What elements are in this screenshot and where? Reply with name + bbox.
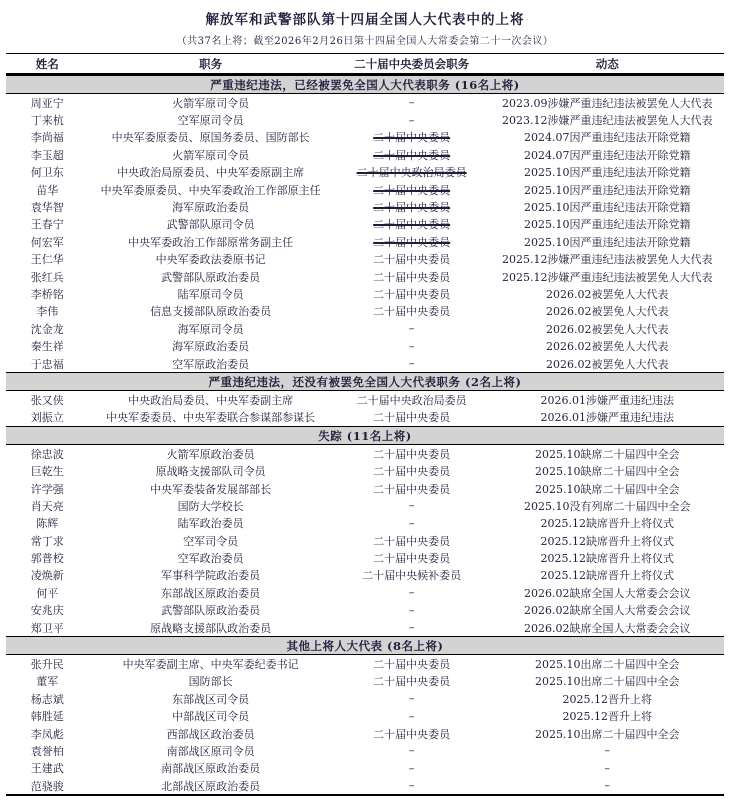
name-cell: 许学强 [30, 482, 64, 496]
position-cell: 空军原司令员 [177, 114, 244, 128]
table-row [6, 690, 724, 707]
section-header: 其他上将人大代表 (8名上将) [6, 636, 724, 655]
committee-cell [333, 286, 491, 302]
status-cell: 2025.10没有列席二十届四中全会 [524, 499, 691, 513]
committee-cell [333, 656, 491, 672]
committee-text: – [408, 621, 415, 635]
position-cell: 原战略支援部队政治委员 [150, 621, 272, 635]
position-cell: 中央军委装备发展部部长 [150, 482, 272, 496]
committee-text: 二十届中央委员 [373, 411, 451, 425]
committee-text: 二十届中央候补委员 [362, 569, 462, 583]
committee-text: – [408, 603, 415, 617]
section-header: 失踪 (11名上将) [6, 426, 724, 445]
committee-cell [333, 409, 491, 425]
table-row [6, 725, 724, 742]
table-row [6, 337, 724, 354]
position-cell: 信息支援部队原政治委员 [150, 305, 272, 319]
table-row [6, 445, 724, 462]
committee-text: 二十届中央政治局委员 [356, 166, 467, 180]
status-cell: 2026.01涉嫌严重违纪违法 [540, 393, 675, 407]
committee-text: – [408, 113, 415, 127]
committee-text: 二十届中央委员 [373, 253, 451, 267]
status-cell: 2023.09涉嫌严重违纪违法被罢免人大代表 [502, 96, 713, 110]
status-cell: 2025.10缺席二十届四中全会 [535, 447, 680, 461]
position-cell: 空军政治委员 [177, 552, 244, 566]
status-cell: 2025.10出席二十届四中全会 [535, 675, 680, 689]
status-cell: 2025.12晋升上将 [562, 692, 653, 706]
name-cell: 何平 [36, 586, 59, 600]
committee-text: 二十届中央委员 [373, 534, 451, 548]
name-cell: 李桥铭 [30, 287, 64, 301]
position-cell: 空军司令员 [183, 534, 239, 548]
name-cell: 李尚福 [30, 131, 64, 145]
position-cell: 火箭军原政治委员 [166, 447, 255, 461]
table-row [6, 409, 724, 426]
page-title: 解放军和武警部队第十四届全国人大代表中的上将 [205, 12, 525, 28]
status-cell: 2025.12涉嫌严重违纪违法被罢免人大代表 [502, 253, 713, 267]
committee-cell [333, 322, 491, 335]
column-header-name: 姓名 [35, 56, 59, 71]
status-cell: 2025.10因严重违纪违法开除党籍 [524, 218, 691, 232]
committee-cell [333, 269, 491, 285]
position-cell: 中部战区司令员 [172, 710, 250, 724]
committee-cell [333, 164, 491, 180]
position-cell: 东部战区原政治委员 [161, 586, 261, 600]
committee-cell [333, 199, 491, 215]
table-row [6, 94, 724, 111]
committee-text: 二十届中央委员 [373, 305, 451, 319]
committee-text: 二十届中央委员 [373, 270, 451, 284]
committee-cell [333, 463, 491, 479]
status-cell: 2026.01涉嫌严重违纪违法 [540, 411, 675, 425]
status-cell: 2025.12晋升上将 [562, 710, 653, 724]
name-cell: 安兆庆 [30, 604, 64, 618]
name-cell: 肖天亮 [30, 499, 64, 513]
name-cell: 王春宁 [30, 218, 64, 232]
page-subtitle: （共37名上将；截至2026年2月26日第十四届全国人大常委会第二十一次会议） [176, 36, 554, 47]
committee-text: – [408, 339, 415, 353]
status-cell: 2025.10因严重违纪违法开除党籍 [524, 166, 691, 180]
status-cell: 2025.12缺席晋升上将仪式 [540, 569, 675, 583]
committee-text: – [408, 357, 415, 371]
committee-cell [333, 340, 491, 353]
status-cell: 2025.10出席二十届四中全会 [535, 658, 680, 672]
status-cell: 2025.12涉嫌严重违纪违法被罢免人大代表 [502, 270, 713, 284]
name-cell: 秦生祥 [30, 340, 64, 354]
table-row [6, 129, 724, 146]
position-cell: 国防大学校长 [177, 499, 244, 513]
position-cell: 中央政治局委员、中央军委副主席 [128, 393, 294, 407]
committee-cell [333, 216, 491, 232]
committee-cell [333, 129, 491, 145]
position-cell: 北部战区原政治委员 [161, 779, 261, 793]
committee-cell [333, 234, 491, 250]
name-cell: 郑卫平 [30, 621, 64, 635]
position-cell: 南部战区原政治委员 [161, 762, 261, 776]
table-row [6, 462, 724, 479]
table-row [6, 355, 724, 372]
committee-cell [333, 147, 491, 163]
committee-cell [333, 692, 491, 705]
status-cell: 2026.02被罢免人大代表 [546, 357, 669, 371]
committee-text: – [408, 779, 415, 793]
committee-cell [333, 710, 491, 723]
position-cell: 军事科学院政治委员 [161, 569, 261, 583]
position-cell: 陆军政治委员 [177, 517, 244, 531]
status-cell: – [604, 779, 611, 793]
name-cell: 李玉超 [30, 148, 64, 162]
committee-cell [333, 779, 491, 792]
position-cell: 原战略支援部队司令员 [155, 465, 266, 479]
table-row [6, 777, 724, 794]
name-cell: 巨乾生 [30, 465, 64, 479]
committee-text: 二十届中央委员 [373, 675, 451, 689]
committee-text: – [408, 692, 415, 706]
committee-cell [333, 114, 491, 127]
table-row [6, 708, 724, 725]
position-cell: 火箭军原司令员 [172, 148, 250, 162]
committee-cell [333, 517, 491, 530]
committee-text: 二十届中央政治局委员 [356, 393, 467, 407]
committee-cell [333, 550, 491, 566]
name-cell: 苗华 [36, 183, 59, 197]
table-row [6, 251, 724, 268]
committee-text: – [408, 744, 415, 758]
table-row [6, 111, 724, 128]
table-row [6, 497, 724, 514]
committee-cell [333, 96, 491, 109]
position-cell: 中央军委原委员、原国务委员、国防部长 [111, 131, 310, 145]
name-cell: 袁誉柏 [30, 744, 64, 758]
table-row [6, 233, 724, 250]
table-row [6, 198, 724, 215]
name-cell: 陈辉 [36, 517, 59, 531]
committee-cell [333, 762, 491, 775]
position-cell: 西部战区政治委员 [166, 727, 255, 741]
committee-text: – [408, 96, 415, 110]
name-cell: 刘振立 [30, 411, 64, 425]
name-cell: 郭普校 [30, 552, 64, 566]
committee-text: 二十届中央委员 [373, 727, 451, 741]
name-cell: 常丁求 [30, 534, 64, 548]
name-cell: 杨志斌 [30, 692, 64, 706]
name-cell: 袁华智 [30, 201, 64, 215]
status-cell: 2025.10缺席二十届四中全会 [535, 482, 680, 496]
committee-text: – [408, 322, 415, 336]
name-cell: 徐忠波 [30, 447, 64, 461]
committee-text: – [408, 761, 415, 775]
committee-cell [333, 726, 491, 742]
committee-text: 二十届中央委员 [373, 658, 451, 672]
generals-table [6, 53, 724, 796]
position-cell: 中央政治局原委员、中央军委原副主席 [117, 166, 305, 180]
status-cell: 2025.12缺席晋升上将仪式 [540, 552, 675, 566]
status-cell: 2026.02被罢免人大代表 [546, 305, 669, 319]
status-cell: 2026.02被罢免人大代表 [546, 322, 669, 336]
name-cell: 张红兵 [30, 270, 64, 284]
committee-cell [333, 357, 491, 370]
committee-text: 二十届中央委员 [373, 552, 451, 566]
committee-text: – [408, 586, 415, 600]
position-cell: 中央军委政法委原书记 [155, 253, 266, 267]
name-cell: 王仁华 [30, 253, 64, 267]
committee-text: – [408, 516, 415, 530]
table-row [6, 584, 724, 601]
table-body [6, 75, 724, 794]
table-row [6, 655, 724, 672]
committee-cell [333, 499, 491, 512]
table-row [6, 285, 724, 302]
committee-cell [333, 303, 491, 319]
name-cell: 王建武 [30, 762, 64, 776]
status-cell: 2025.12缺席晋升上将仪式 [540, 517, 675, 531]
name-cell: 张升民 [30, 658, 64, 672]
table-row [6, 480, 724, 497]
position-cell: 武警部队原司令员 [166, 218, 255, 232]
table-row [6, 391, 724, 408]
committee-cell [333, 604, 491, 617]
status-cell: 2025.12缺席晋升上将仪式 [540, 534, 675, 548]
committee-cell [333, 567, 491, 583]
committee-text: 二十届中央委员 [373, 465, 451, 479]
name-cell: 何宏军 [30, 235, 64, 249]
name-cell: 于忠福 [30, 357, 64, 371]
column-header-committee: 二十届中央委员会职务 [354, 56, 470, 71]
name-cell: 沈金龙 [30, 322, 64, 336]
position-cell: 海军原政治委员 [172, 201, 250, 215]
status-cell: 2026.02缺席全国人大常委会会议 [524, 621, 691, 635]
status-cell: 2026.02缺席全国人大常委会会议 [524, 586, 691, 600]
position-cell: 中央军委原委员、中央军委政治工作部原主任 [100, 183, 321, 197]
name-cell: 丁来杭 [30, 114, 64, 128]
status-cell: 2024.07因严重违纪违法开除党籍 [524, 148, 691, 162]
position-cell: 中央军委委员、中央军委联合参谋部参谋长 [106, 411, 316, 425]
status-cell: – [604, 761, 611, 775]
position-cell: 中央军委副主席、中央军委纪委书记 [122, 658, 299, 672]
name-cell: 董军 [36, 675, 59, 689]
table-row [6, 742, 724, 759]
name-cell: 何卫东 [30, 166, 64, 180]
committee-text: 二十届中央委员 [373, 482, 451, 496]
position-cell: 海军原司令员 [177, 322, 244, 336]
committee-cell [333, 481, 491, 497]
committee-cell [333, 182, 491, 198]
committee-text: 二十届中央委员 [373, 131, 451, 145]
committee-text: 二十届中央委员 [373, 183, 451, 197]
committee-text: 二十届中央委员 [373, 148, 451, 162]
name-cell: 周亚宁 [30, 96, 64, 110]
name-cell: 凌焕新 [30, 569, 64, 583]
committee-text: 二十届中央委员 [373, 287, 451, 301]
committee-cell [333, 392, 491, 408]
table-row [6, 567, 724, 584]
status-cell: 2026.02被罢免人大代表 [546, 287, 669, 301]
position-cell: 海军原政治委员 [172, 340, 250, 354]
name-cell: 李伟 [36, 305, 59, 319]
committee-text: 二十届中央委员 [373, 218, 451, 232]
status-cell: 2025.10因严重违纪违法开除党籍 [524, 235, 691, 249]
table-row [6, 181, 724, 198]
table-row [6, 303, 724, 320]
table-row [6, 549, 724, 566]
table-row [6, 619, 724, 636]
table-header-row [6, 54, 724, 75]
position-cell: 陆军原司令员 [177, 287, 244, 301]
table-row [6, 164, 724, 181]
position-cell: 中央军委政治工作部原常务副主任 [128, 235, 294, 249]
table-row [6, 602, 724, 619]
name-cell: 张又侠 [30, 393, 64, 407]
name-cell: 范骁骏 [30, 779, 64, 793]
status-cell: 2026.02缺席全国人大常委会会议 [524, 604, 691, 618]
table-row [6, 146, 724, 163]
name-cell: 李凤彪 [30, 727, 64, 741]
status-cell: 2026.02被罢免人大代表 [546, 340, 669, 354]
status-cell: 2025.10缺席二十届四中全会 [535, 465, 680, 479]
name-cell: 韩胜延 [30, 710, 64, 724]
committee-cell [333, 533, 491, 549]
column-header-position: 职务 [199, 56, 223, 71]
committee-cell [333, 586, 491, 599]
position-cell: 武警部队原政治委员 [161, 604, 261, 618]
position-cell: 国防部长 [188, 675, 233, 689]
position-cell: 火箭军原司令员 [172, 96, 250, 110]
table-row [6, 515, 724, 532]
position-cell: 武警部队原政治委员 [161, 270, 261, 284]
committee-cell [333, 673, 491, 689]
committee-text: – [408, 499, 415, 513]
table-row [6, 760, 724, 777]
committee-text: 二十届中央委员 [373, 447, 451, 461]
position-cell: 南部战区原司令员 [166, 744, 255, 758]
committee-text: – [408, 709, 415, 723]
status-cell: 2024.07因严重违纪违法开除党籍 [524, 131, 691, 145]
committee-cell [333, 621, 491, 634]
section-header: 严重违纪违法，已经被罢免全国人大代表职务 (16名上将) [6, 75, 724, 94]
committee-cell [333, 744, 491, 757]
committee-text: 二十届中央委员 [373, 235, 451, 249]
status-cell: 2023.12涉嫌严重违纪违法被罢免人大代表 [502, 114, 713, 128]
table-row [6, 320, 724, 337]
section-header: 严重违纪违法，还没有被罢免全国人大代表职务 (2名上将) [6, 372, 724, 391]
status-cell: 2025.10出席二十届四中全会 [535, 727, 680, 741]
status-cell: 2025.10因严重违纪违法开除党籍 [524, 183, 691, 197]
table-row [6, 216, 724, 233]
committee-cell [333, 446, 491, 462]
position-cell: 东部战区司令员 [172, 692, 250, 706]
position-cell: 空军原政治委员 [172, 357, 250, 371]
committee-text: 二十届中央委员 [373, 201, 451, 215]
committee-cell [333, 251, 491, 267]
table-row [6, 532, 724, 549]
table-row [6, 673, 724, 690]
status-cell: 2025.10因严重违纪违法开除党籍 [524, 201, 691, 215]
column-header-status: 动态 [595, 56, 619, 71]
table-row [6, 268, 724, 285]
status-cell: – [604, 744, 611, 758]
